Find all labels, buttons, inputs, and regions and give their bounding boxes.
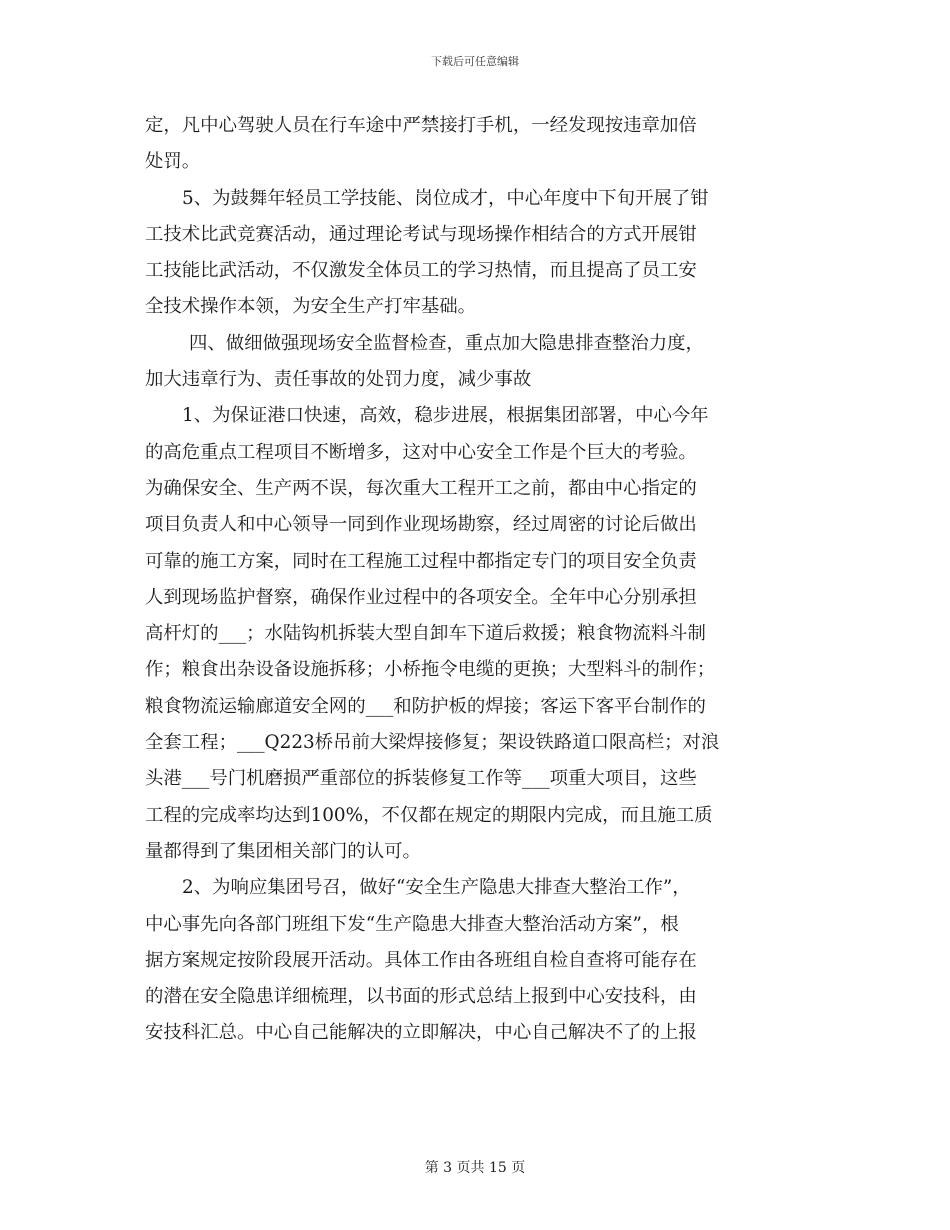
text-line: 安技科汇总。中心自己能解决的立即解决，中心自己解决不了的上报 xyxy=(145,1022,697,1044)
text-line: 全技术操作本领，为安全生产打牢基础。 xyxy=(145,296,477,318)
text-line: 工技术比武竞赛活动，通过理论考试与现场操作相结合的方式开展钳 xyxy=(145,223,697,245)
text-line: 工技能比武活动，不仅激发全体员工的学习热情，而且提高了员工安 xyxy=(145,260,697,282)
text-line: 全套工程；___Q223桥吊前大梁焊接修复；架设铁路道口限高栏；对浪 xyxy=(145,732,720,754)
text-line: 作；粮食出杂设备设施拆移；小桥拖令电缆的更换；大型料斗的制作； xyxy=(145,659,716,681)
page-number: 第 3 页共 15 页 xyxy=(424,1160,526,1176)
text-line: 定，凡中心驾驶人员在行车途中严禁接打手机，一经发现按违章加倍 xyxy=(145,115,697,136)
section-heading-line: 四、做细做强现场安全监督检查，重点加大隐患排查整治力度， xyxy=(189,332,704,354)
text-line: 处罚。 xyxy=(145,151,201,173)
page-header: 下载后可任意编辑 xyxy=(431,55,519,68)
text-line: 中心事先向各部门班组下发“生产隐患大排查大整治活动方案”，根 xyxy=(145,913,679,935)
text-line: 的潜在安全隐患详细梳理，以书面的形式总结上报到中心安技科，由 xyxy=(145,986,697,1008)
text-line: 项目负责人和中心领导一同到作业现场勘察，经过周密的讨论后做出 xyxy=(145,514,697,536)
section-heading-line: 加大违章行为、责任事故的处罚力度，减少事故 xyxy=(145,369,532,391)
text-line: 据方案规定按阶段展开活动。具体工作由各班组自检自查将可能存在 xyxy=(145,949,697,971)
text-line: 人到现场监护督察，确保作业过程中的各项安全。全年中心分别承担 xyxy=(145,586,697,608)
document-body xyxy=(145,108,810,1052)
text-line: 量都得到了集团相关部门的认可。 xyxy=(145,840,421,862)
text-line: 粮食物流运输廊道安全网的___和防护板的焊接；客运下客平台制作的 xyxy=(145,695,706,717)
text-line: 可靠的施工方案，同时在工程施工过程中都指定专门的项目安全负责 xyxy=(145,550,697,572)
paragraph-start-line: 2、为响应集团号召，做好“安全生产隐患大排查大整治工作”， xyxy=(182,877,691,899)
text-line: 高杆灯的___；水陆钩机拆装大型自卸车下道后救援；粮食物流料斗制 xyxy=(145,623,706,645)
paragraph-start-line: 5、为鼓舞年轻员工学技能、岗位成才，中心年度中下旬开展了钳 xyxy=(182,187,709,209)
text-line: 工程的完成率均达到100%，不仅都在规定的期限内完成，而且施工质 xyxy=(145,804,713,826)
text-line: 为确保安全、生产两不误，每次重大工程开工之前，都由中心指定的 xyxy=(145,477,697,499)
text-line: 头港___号门机磨损严重部位的拆装修复工作等___项重大项目，这些 xyxy=(145,768,697,790)
text-line: 的高危重点工程项目不断增多，这对中心安全工作是个巨大的考验。 xyxy=(145,441,697,463)
paragraph-start-line: 1、为保证港口快速，高效，稳步进展，根据集团部署，中心今年 xyxy=(182,405,709,427)
